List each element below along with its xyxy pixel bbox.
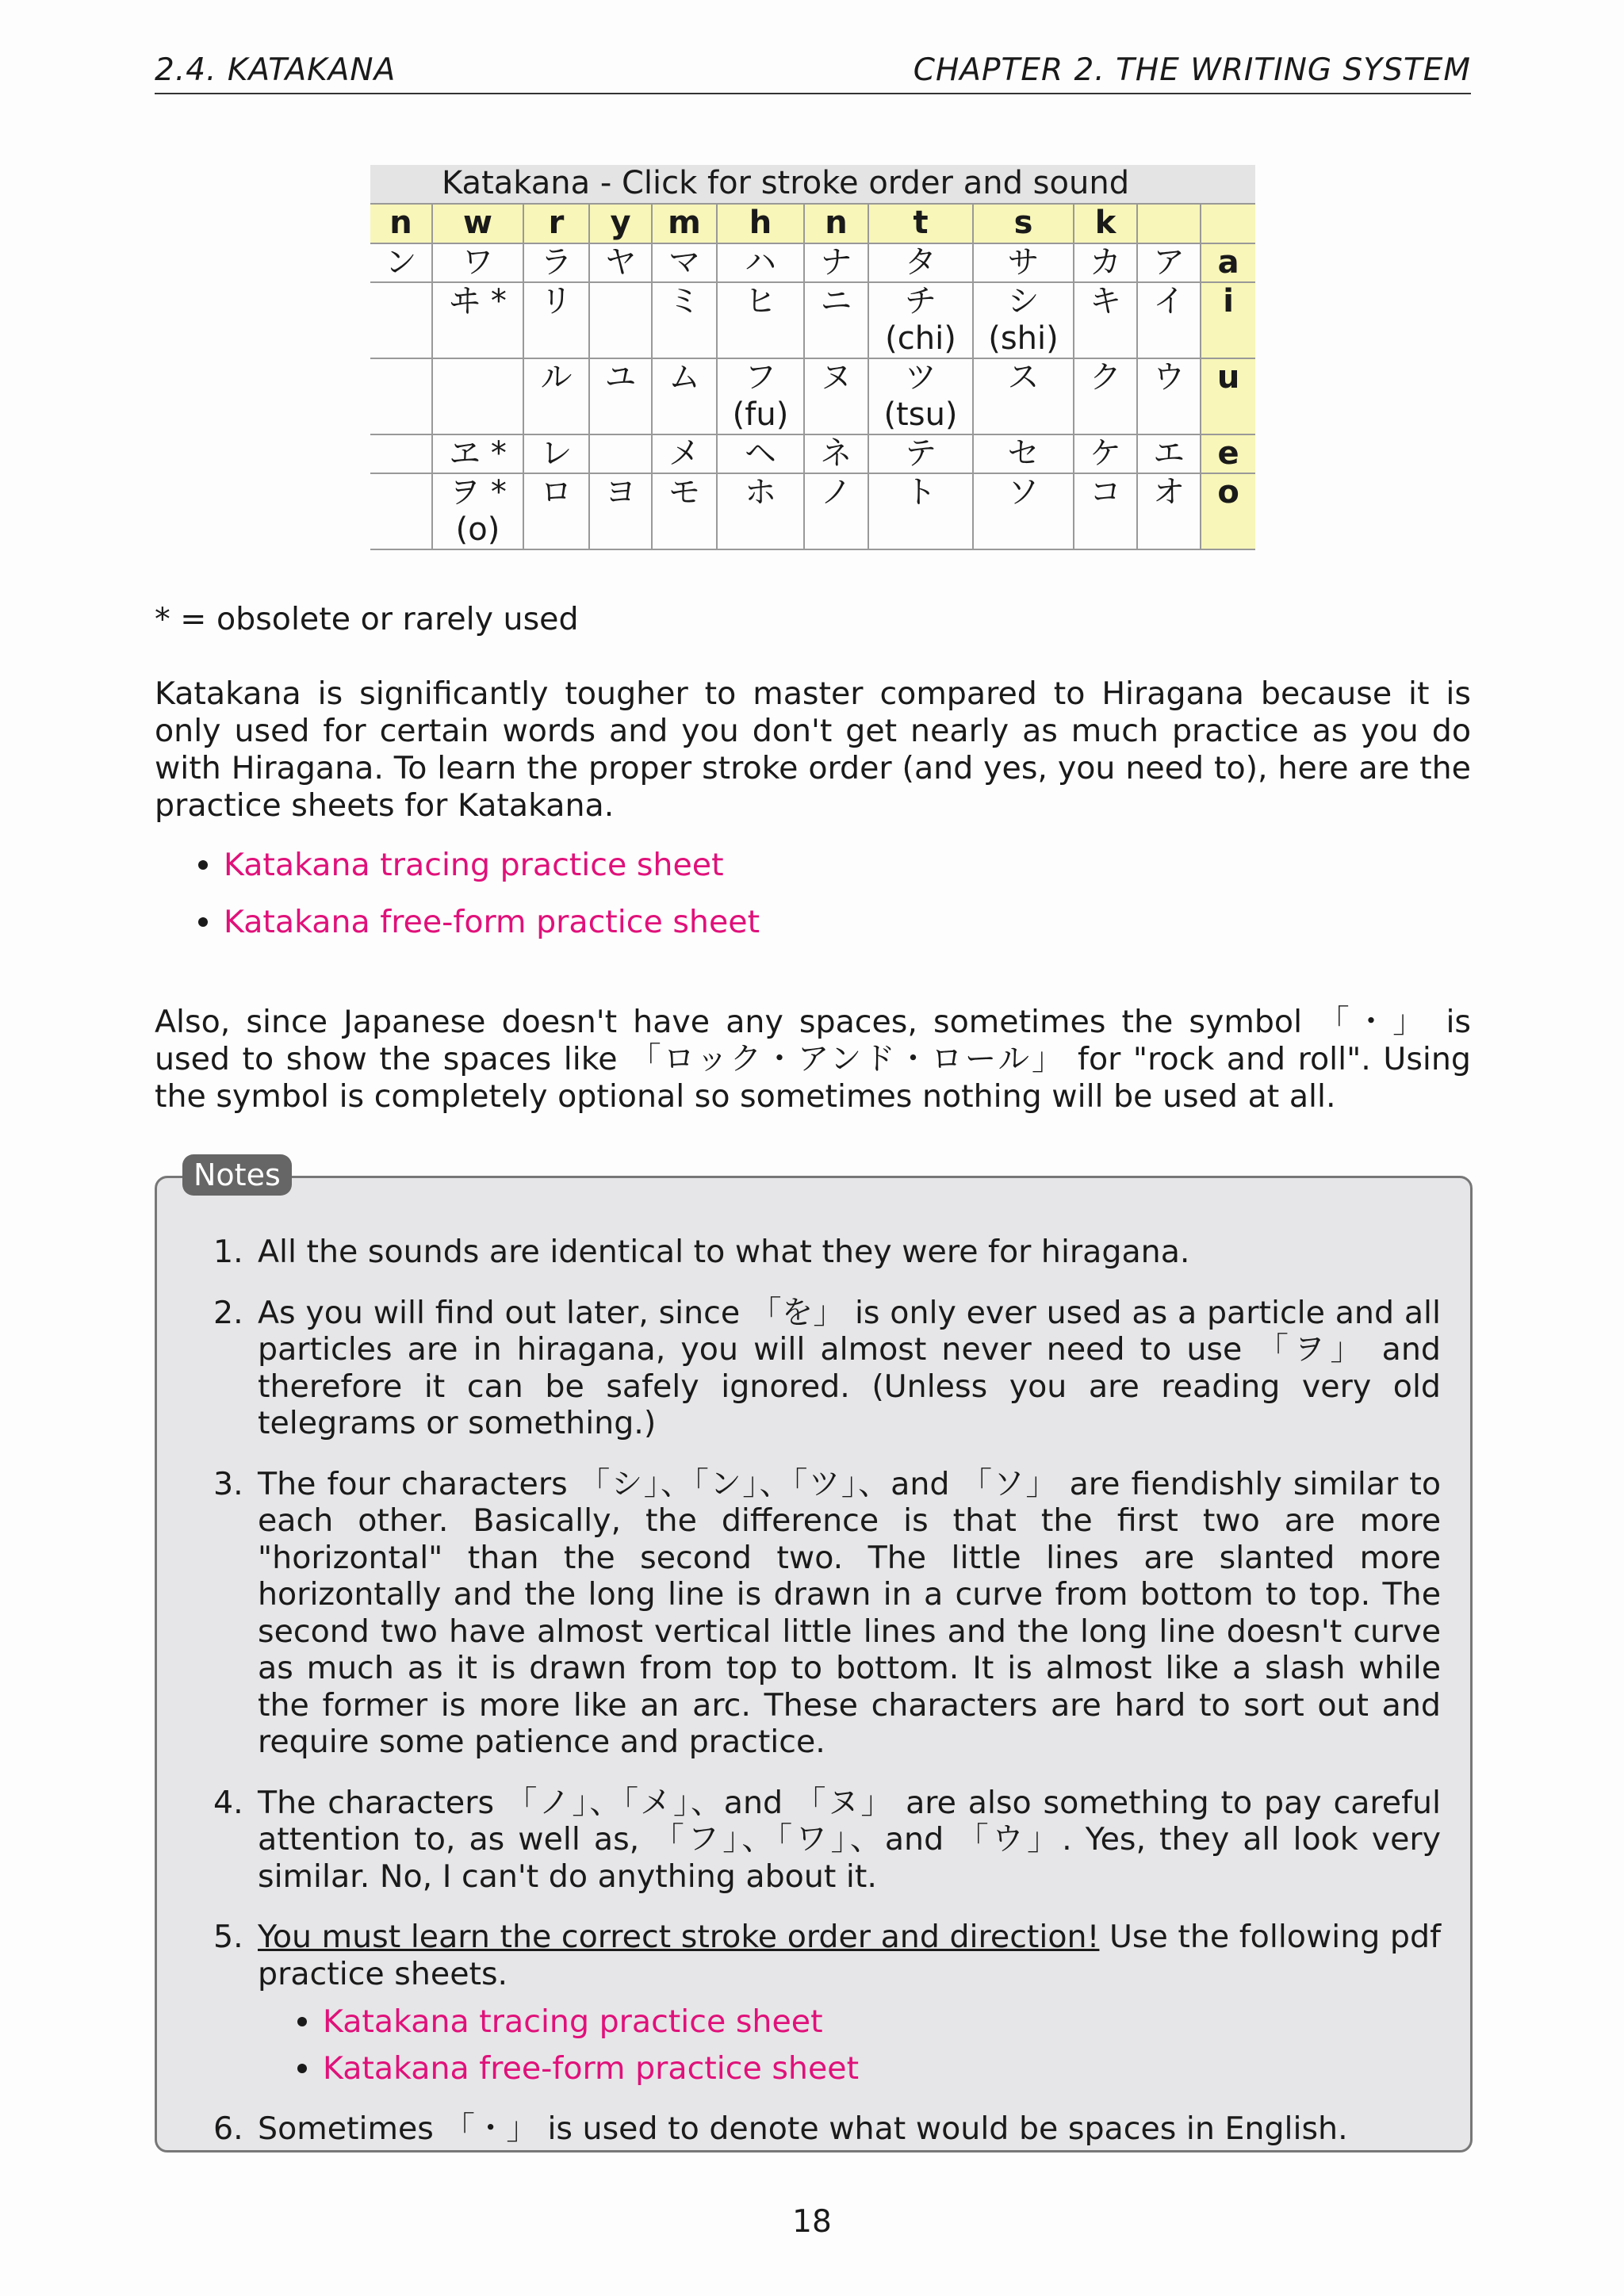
kana-cell[interactable] — [523, 434, 589, 473]
list-item — [297, 2003, 1441, 2041]
bullet-icon — [297, 2064, 307, 2073]
kana-cell[interactable] — [432, 473, 523, 549]
kana-cell[interactable] — [1074, 434, 1137, 473]
kana-char: シ — [1007, 283, 1040, 320]
column-header: n — [370, 204, 432, 243]
kana-cell[interactable] — [652, 434, 717, 473]
romaji-hint: (shi) — [988, 320, 1059, 357]
vowel-label: u — [1201, 358, 1255, 434]
kana-cell[interactable] — [652, 282, 717, 358]
column-header: k — [1074, 204, 1137, 243]
header-chapter: CHAPTER 2. THE WRITING SYSTEM — [913, 52, 1471, 88]
kana-char: フ — [745, 359, 776, 396]
kana-char: ノ — [820, 474, 852, 511]
kana-char: テ — [905, 435, 936, 472]
kana-cell[interactable] — [523, 243, 589, 282]
kana-char: タ — [905, 244, 936, 281]
kana-char: ヰ * — [449, 283, 507, 320]
kana-char: ハ — [745, 244, 776, 281]
kana-char: サ — [1007, 244, 1040, 281]
kana-cell[interactable] — [868, 473, 973, 549]
kana-cell[interactable] — [868, 434, 973, 473]
kana-char: イ — [1153, 283, 1185, 320]
empty-cell — [370, 434, 432, 473]
column-header: t — [868, 204, 973, 243]
column-header: r — [523, 204, 589, 243]
romaji-hint: (fu) — [732, 396, 789, 433]
kana-char: ソ — [1007, 474, 1040, 511]
kana-char: ヌ — [820, 359, 852, 396]
kana-char: ト — [905, 474, 936, 511]
kana-char: ク — [1090, 359, 1121, 396]
column-header: n — [804, 204, 868, 243]
tracing-sheet-link[interactable]: Katakana tracing practice sheet — [224, 847, 724, 883]
kana-char: ア — [1153, 244, 1185, 281]
empty-cell — [589, 282, 652, 358]
notes-tag: Notes — [182, 1154, 292, 1196]
kana-char: ナ — [820, 244, 852, 281]
column-header: h — [717, 204, 804, 243]
table-row — [370, 473, 1255, 549]
kana-cell[interactable] — [523, 358, 589, 434]
kana-cell[interactable] — [432, 282, 523, 358]
kana-char: ル — [540, 359, 573, 396]
kana-char: ヨ — [604, 474, 637, 511]
kana-cell[interactable] — [652, 243, 717, 282]
note-links-list — [258, 2003, 1441, 2087]
kana-char: ワ — [462, 244, 494, 281]
romaji-hint: (o) — [455, 511, 500, 548]
kana-cell[interactable] — [523, 473, 589, 549]
kana-cell[interactable] — [973, 434, 1074, 473]
kana-cell[interactable] — [973, 282, 1074, 358]
note-text: As you will find out later, since 「を」 is only ever used as a particle and all particles are in hiragana, you will almost never need to use 「ヲ」 and therefore it can be safely ignored. (Unless you are reading very old telegrams or something.) — [258, 1294, 1441, 1441]
kana-char: ユ — [604, 359, 637, 396]
freeform-sheet-link[interactable]: Katakana free-form practice sheet — [323, 2049, 860, 2087]
note-text: Use the following pdf practice sheets. — [258, 1919, 1441, 1992]
table-header-row — [370, 204, 1255, 243]
kana-char: メ — [668, 435, 700, 472]
kana-cell[interactable] — [432, 434, 523, 473]
kana-cell[interactable] — [589, 243, 652, 282]
bullet-icon — [198, 917, 208, 927]
kana-cell[interactable] — [804, 243, 868, 282]
kana-char: ケ — [1090, 435, 1121, 472]
practice-links-list — [198, 847, 760, 961]
kana-cell[interactable] — [652, 473, 717, 549]
kana-char: ミ — [668, 283, 700, 320]
note-item — [202, 1234, 1441, 1271]
table-caption-filler — [1201, 165, 1255, 204]
kana-cell[interactable] — [1074, 243, 1137, 282]
tracing-sheet-link[interactable]: Katakana tracing practice sheet — [323, 2003, 823, 2040]
kana-char: ツ — [905, 359, 936, 396]
kana-char: コ — [1090, 474, 1121, 511]
kana-cell[interactable] — [717, 282, 804, 358]
freeform-sheet-link[interactable]: Katakana free-form practice sheet — [224, 904, 760, 940]
note-text: The four characters 「シ」、「ン」、「ツ」、and 「ソ」 are fiendishly similar to each other. Basically, the difference is that the first two are more "horizontal" than the second two. The little lines are slanted more horizontally and the long line is drawn in a curve from bottom to top. The second two have almost vertical little lines and the long line doesn't curve as much as it is drawn from top to bottom. It is almost like a slash while the former is more like an arc. These characters are hard to sort out and require some patience and practice. — [258, 1465, 1441, 1760]
empty-cell — [370, 358, 432, 434]
kana-cell[interactable] — [1137, 473, 1201, 549]
note-text: The characters 「ノ」、「メ」、and 「ヌ」 are also something to pay careful attention to, as well as, 「フ」、「ワ」、and 「ウ」. Yes, they all look very similar. No, I can't do anything about it. — [258, 1784, 1441, 1895]
kana-char: ヲ * — [449, 474, 507, 511]
kana-cell[interactable] — [804, 358, 868, 434]
kana-char: キ — [1090, 283, 1121, 320]
kana-cell[interactable] — [804, 434, 868, 473]
note-item — [202, 1466, 1441, 1761]
note-number: 5. — [213, 1919, 243, 1955]
note-number: 4. — [213, 1784, 243, 1821]
note-item — [202, 1919, 1441, 2087]
column-header — [1137, 204, 1201, 243]
kana-char: レ — [540, 435, 573, 472]
kana-char: ヱ * — [449, 435, 507, 472]
kana-cell[interactable] — [1074, 282, 1137, 358]
kana-char: チ — [905, 283, 936, 320]
kana-char: セ — [1007, 435, 1040, 472]
romaji-hint: (tsu) — [883, 396, 958, 433]
kana-cell[interactable] — [1137, 358, 1201, 434]
kana-char: ラ — [540, 244, 573, 281]
kana-cell[interactable] — [432, 243, 523, 282]
list-item — [198, 904, 760, 940]
kana-char: オ — [1153, 474, 1185, 511]
note-item — [202, 1785, 1441, 1896]
kana-char: ヤ — [604, 244, 637, 281]
intro-paragraph: Katakana is significantly tougher to master compared to Hiragana because it is only used for certain words and you don't get nearly as much practice as you do with Hiragana. To learn the proper stroke order (and yes, you need to), here are the practice sheets for Katakana. — [155, 675, 1471, 824]
kana-cell[interactable] — [523, 282, 589, 358]
kana-cell[interactable] — [370, 243, 432, 282]
column-header: w — [432, 204, 523, 243]
kana-char: ホ — [745, 474, 776, 511]
column-header — [1201, 204, 1255, 243]
note-item — [202, 2110, 1441, 2148]
empty-cell — [432, 358, 523, 434]
kana-cell[interactable] — [717, 434, 804, 473]
kana-cell[interactable] — [973, 358, 1074, 434]
katakana-table — [370, 165, 1255, 550]
kana-char: ン — [385, 244, 417, 281]
empty-cell — [370, 282, 432, 358]
table-row — [370, 282, 1255, 358]
empty-cell — [370, 473, 432, 549]
column-header: m — [652, 204, 717, 243]
spaces-paragraph: Also, since Japanese doesn't have any spaces, sometimes the symbol 「・」 is used to show the spaces like 「ロック・アンド・ロール」 for "rock and roll". Using the symbol is completely optional so sometimes nothing will be used at all. — [155, 1004, 1471, 1115]
kana-char: ヒ — [745, 283, 776, 320]
list-item — [198, 847, 760, 883]
bullet-icon — [297, 2017, 307, 2026]
note-item — [202, 1295, 1441, 1442]
list-item — [297, 2050, 1441, 2087]
running-header — [155, 52, 1471, 94]
kana-cell[interactable] — [868, 243, 973, 282]
romaji-hint: (chi) — [885, 320, 956, 357]
kana-char: ウ — [1153, 359, 1185, 396]
page-number: 18 — [792, 2204, 832, 2240]
kana-char: マ — [668, 244, 700, 281]
note-emphasis: You must learn the correct stroke order and direction! — [258, 1919, 1100, 1955]
table-caption-link[interactable]: Katakana - Click for stroke order and sound — [370, 165, 1201, 204]
kana-char: ロ — [540, 474, 573, 511]
kana-cell[interactable] — [717, 358, 804, 434]
kana-cell[interactable] — [973, 243, 1074, 282]
kana-cell[interactable] — [1137, 243, 1201, 282]
kana-cell[interactable] — [652, 358, 717, 434]
note-number: 6. — [213, 2110, 243, 2147]
kana-cell[interactable] — [1137, 282, 1201, 358]
column-header: y — [589, 204, 652, 243]
notes-list — [202, 1234, 1441, 2172]
kana-cell[interactable] — [1074, 358, 1137, 434]
kana-cell[interactable] — [1137, 434, 1201, 473]
note-text: All the sounds are identical to what they were for hiragana. — [258, 1234, 1190, 1270]
vowel-label: o — [1201, 473, 1255, 549]
kana-cell[interactable] — [717, 473, 804, 549]
footnote: * = obsolete or rarely used — [155, 601, 579, 637]
note-number: 3. — [213, 1465, 243, 1502]
note-text: Sometimes 「・」 is used to denote what would be spaces in English. — [258, 2110, 1348, 2147]
vowel-label: e — [1201, 434, 1255, 473]
kana-char: ヘ — [745, 435, 776, 472]
kana-cell[interactable] — [804, 473, 868, 549]
kana-char: ネ — [820, 435, 852, 472]
header-section: 2.4. KATAKANA — [155, 52, 396, 88]
kana-char: エ — [1153, 435, 1185, 472]
kana-cell[interactable] — [589, 473, 652, 549]
table-row — [370, 243, 1255, 282]
table-row — [370, 434, 1255, 473]
kana-char: カ — [1090, 244, 1121, 281]
note-number: 1. — [213, 1234, 243, 1270]
empty-cell — [589, 434, 652, 473]
vowel-label: i — [1201, 282, 1255, 358]
kana-cell[interactable] — [1074, 473, 1137, 549]
kana-cell[interactable] — [589, 358, 652, 434]
kana-cell[interactable] — [868, 358, 973, 434]
kana-char: モ — [668, 474, 700, 511]
kana-char: ス — [1007, 359, 1040, 396]
kana-cell[interactable] — [868, 282, 973, 358]
bullet-icon — [198, 860, 208, 870]
note-number: 2. — [213, 1294, 243, 1331]
table-row — [370, 358, 1255, 434]
kana-cell[interactable] — [804, 282, 868, 358]
kana-cell[interactable] — [717, 243, 804, 282]
kana-char: リ — [540, 283, 573, 320]
kana-char: ニ — [820, 283, 852, 320]
kana-cell[interactable] — [973, 473, 1074, 549]
column-header: s — [973, 204, 1074, 243]
kana-char: ム — [668, 359, 700, 396]
vowel-label: a — [1201, 243, 1255, 282]
